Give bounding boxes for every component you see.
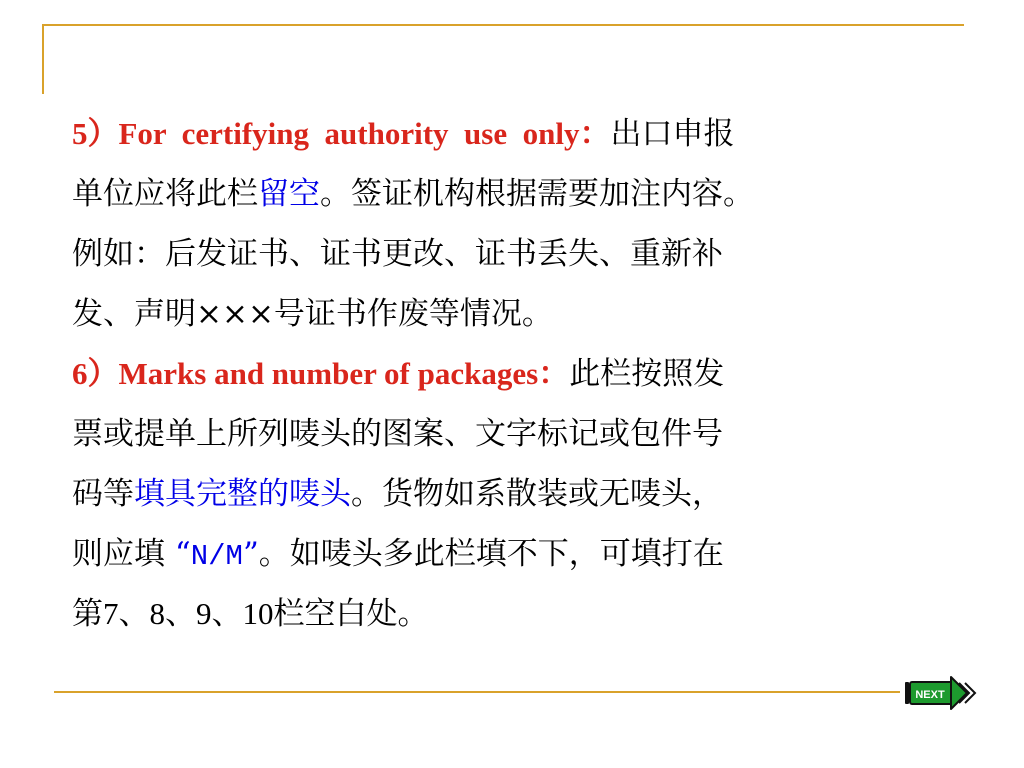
- item6-line4: [72, 524, 932, 584]
- item5-number: 5）: [72, 116, 119, 151]
- item5-line2: [72, 164, 932, 224]
- item5-line2-pre: 单位应将此栏: [72, 176, 258, 212]
- item6-line4-post: 。如唛头多此栏填不下，可填打在: [258, 536, 724, 572]
- item5-title: For certifying authority use only: [118, 116, 580, 151]
- left-rule: [42, 24, 44, 94]
- column-numbers: 7、8、9、10: [103, 596, 274, 631]
- item5-line3: 例如：后发证书、证书更改、证书丢失、重新补: [72, 236, 723, 272]
- item6-line1: [72, 344, 932, 404]
- item6-line2: 票或提单上所列唛头的图案、文字标记或包件号: [72, 416, 723, 452]
- close-quote: ”: [242, 536, 259, 572]
- next-button[interactable]: [903, 673, 981, 713]
- item6-line5: [72, 584, 932, 644]
- item5-line1: [72, 104, 932, 164]
- item5-line1-text: 出口申报: [610, 116, 735, 152]
- item5-colon: ：: [579, 116, 611, 151]
- item6-line4-pre: 则应填: [72, 536, 175, 572]
- next-label: NEXT: [915, 689, 945, 701]
- item6-line3-post: 。货物如系散装或无唛头，: [351, 476, 723, 512]
- open-quote: “: [174, 536, 191, 572]
- item6-line5-post: 栏空白处。: [273, 596, 429, 632]
- item6-number: 6）: [72, 356, 119, 391]
- bottom-rule: [54, 691, 900, 693]
- next-arrow-icon: [903, 673, 981, 713]
- item6-title: Marks and number of packages: [118, 356, 539, 391]
- item6-line1-text: 此栏按照发: [569, 356, 725, 392]
- slide-body: [72, 104, 932, 644]
- item5-emphasis: 留空: [258, 176, 320, 212]
- item6-line3: [72, 464, 932, 524]
- item5-line4: 发、声明×××号证书作废等情况。: [72, 296, 553, 332]
- nm-code: N/M: [190, 540, 243, 573]
- item6-line3-pre: 码等: [72, 476, 134, 512]
- item6-emphasis: 填具完整的唛头: [134, 476, 351, 512]
- item5-line2-post: 。签证机构根据需要加注内容。: [320, 176, 754, 212]
- top-rule: [42, 24, 964, 26]
- item6-line5-pre: 第: [72, 596, 103, 632]
- item6-colon: ：: [538, 356, 570, 391]
